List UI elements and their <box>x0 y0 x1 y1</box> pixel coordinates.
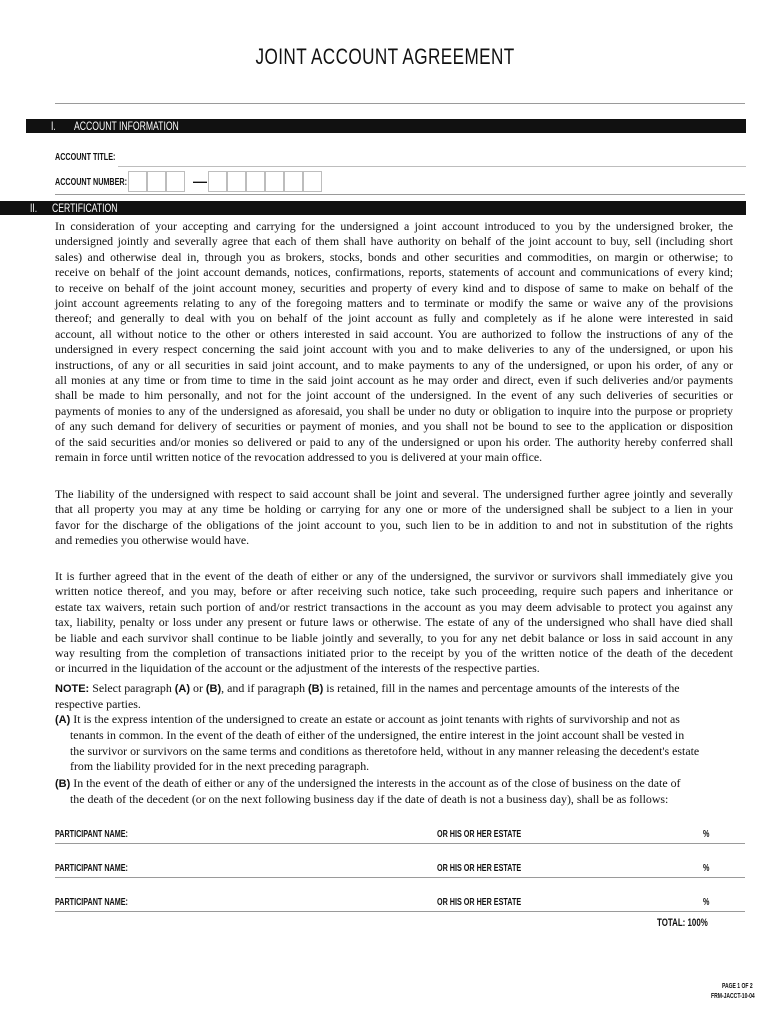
account-number-digit-box[interactable] <box>128 171 147 192</box>
section-header-account-information <box>26 119 746 133</box>
title-divider <box>55 103 745 104</box>
participant-field-line[interactable] <box>55 911 745 912</box>
page-number: PAGE 1 OF 2 <box>722 983 753 990</box>
total-label: TOTAL: <box>657 917 686 929</box>
section-heading: CERTIFICATION <box>52 201 118 215</box>
participant-name-label: PARTICIPANT NAME: <box>55 897 128 908</box>
page-title: JOINT ACCOUNT AGREEMENT <box>255 44 515 69</box>
clause-b: (B) In the event of the death of either or any of the undersigned the interests in the account as of the close of business on the date of the death of the decedent (or on the next following business day if the date of death is not a business day), shall be as follows: <box>55 776 681 807</box>
estate-label: OR HIS OR HER ESTATE <box>437 863 522 874</box>
account-title-label: ACCOUNT TITLE: <box>55 152 116 163</box>
participant-name-label: PARTICIPANT NAME: <box>55 863 128 874</box>
estate-label: OR HIS OR HER ESTATE <box>437 897 522 908</box>
clause-a-mark: (A) <box>55 714 71 726</box>
participant-field-line[interactable] <box>55 877 745 878</box>
section-numeral: II. <box>30 201 38 215</box>
account-number-dash: — <box>193 173 207 189</box>
account-number-digit-box[interactable] <box>147 171 166 192</box>
certification-paragraph-3: It is further agreed that in the event of the death of either or any of the undersigned, the survivor or survivors shall immediately give you written notice thereof, and you may, before or after receiving such notice, take such proceeding, require such papers and inheritance or estate tax waivers, retain such portion of and/or restrict transactions in the account as you may deem advisable to protect you against any tax, liability, penalty or loss under any present or future laws or otherwise. The estate of any of the undersigned who shall have died shall be liable and each survivor shall continue to be liable jointly and severally, to you for any net debit balance or loss in said account in any way resulting from the completion of transactions initiated prior to the receipt by you of the written notice of the death of the decedent or incurred in the liquidation of the account or the adjustment of the interests of the respective parties. <box>55 569 733 676</box>
section-header-certification <box>0 201 746 215</box>
note-label: NOTE: <box>55 683 90 695</box>
percent-label: % <box>703 829 710 840</box>
percent-label: % <box>703 863 710 874</box>
total-row <box>657 917 708 929</box>
section-heading: ACCOUNT INFORMATION <box>74 119 179 133</box>
note-paragraph: NOTE: Select paragraph (A) or (B), and if paragraph (B) is retained, fill in the names and percentage amounts of the interests of the respective parties. <box>55 681 680 712</box>
clause-a: (A) It is the express intention of the undersigned to create an estate or account as joint tenants with rights of survivorship and not as tenants in common. In the event of the death of either of the undersigned, the entire interest in the joint account shall be vested in the survivor or survivors on the same terms and conditions as theretofore held, without in any manner releasing the decedent's estate from the liability provided for in the next preceding paragraph. <box>55 712 700 774</box>
certification-paragraph-1: In consideration of your accepting and carrying for the undersigned a joint account introduced to you by the undersigned broker, the undersigned jointly and severally agree that each of them shall have authority on behalf of the joint account to buy, sell (including short sales) and otherwise deal in, through you as brokers, stocks, bonds and other securities and commodities, on margin or otherwise; to receive on behalf of the joint account demands, notices, confirmations, reports, statements of account and communications of every kind; to receive on behalf of the joint account money, securities and property of every kind and to dispose of same to make on behalf of the joint account agreements relating to any of the foregoing matters and to terminate or modify the same or waive any of the provisions thereof; and generally to deal with you on behalf of the joint account as fully and completely as if he alone were interested in said account, all without notice to the other or others interested in said account. You are authorized to follow the instructions of any of the undersigned in every respect concerning the said joint account with you and to make deliveries to any of the undersigned, or upon his instructions, of any or all securities in said joint account, and to make payments to any of the undersigned, or upon his order, of any or all monies at any time or from time to time in the said joint account as he may order and direct, even if such deliveries and/or payments shall be made to him personally, and not for the joint account of the undersigned. In the event of any such deliveries of securities or payments of monies to any of the undersigned as aforesaid, you shall be under no duty or obligation to inquire into the purpose or propriety of any such demand for delivery of securities or payment of monies, and you shall not be bound to see to the application or disposition of the said securities and/or monies so delivered or paid to any of the undersigned or upon his order. The authority hereby conferred shall remain in force until written notice of the revocation addressed to you is delivered at your main office. <box>55 219 733 465</box>
account-number-label: ACCOUNT NUMBER: <box>55 177 127 188</box>
account-number-digit-box[interactable] <box>208 171 227 192</box>
account-number-digit-box[interactable] <box>227 171 246 192</box>
section-numeral: I. <box>51 119 56 133</box>
section-divider <box>55 194 745 195</box>
account-number-digit-box[interactable] <box>303 171 322 192</box>
account-title-field[interactable] <box>118 150 746 167</box>
total-value: 100% <box>687 917 708 929</box>
percent-label: % <box>703 897 710 908</box>
account-number-digit-box[interactable] <box>246 171 265 192</box>
certification-paragraph-2: The liability of the undersigned with respect to said account shall be joint and several. The undersigned further agree jointly and severally that all property you may at any time be holding or carrying for any one or more of the undersigned shall be subject to a lien in your favor for the discharge of the obligations of the joint account to you, such lien to be in addition to and not in substitution of the rights and remedies you otherwise would have. <box>55 487 733 548</box>
clause-b-mark: (B) <box>55 778 71 790</box>
participant-name-label: PARTICIPANT NAME: <box>55 829 128 840</box>
account-number-digit-box[interactable] <box>265 171 284 192</box>
account-number-digit-box[interactable] <box>284 171 303 192</box>
estate-label: OR HIS OR HER ESTATE <box>437 829 522 840</box>
form-id: FRM-JACCT-10-04 <box>711 993 755 1000</box>
account-number-digit-box[interactable] <box>166 171 185 192</box>
participant-field-line[interactable] <box>55 843 745 844</box>
